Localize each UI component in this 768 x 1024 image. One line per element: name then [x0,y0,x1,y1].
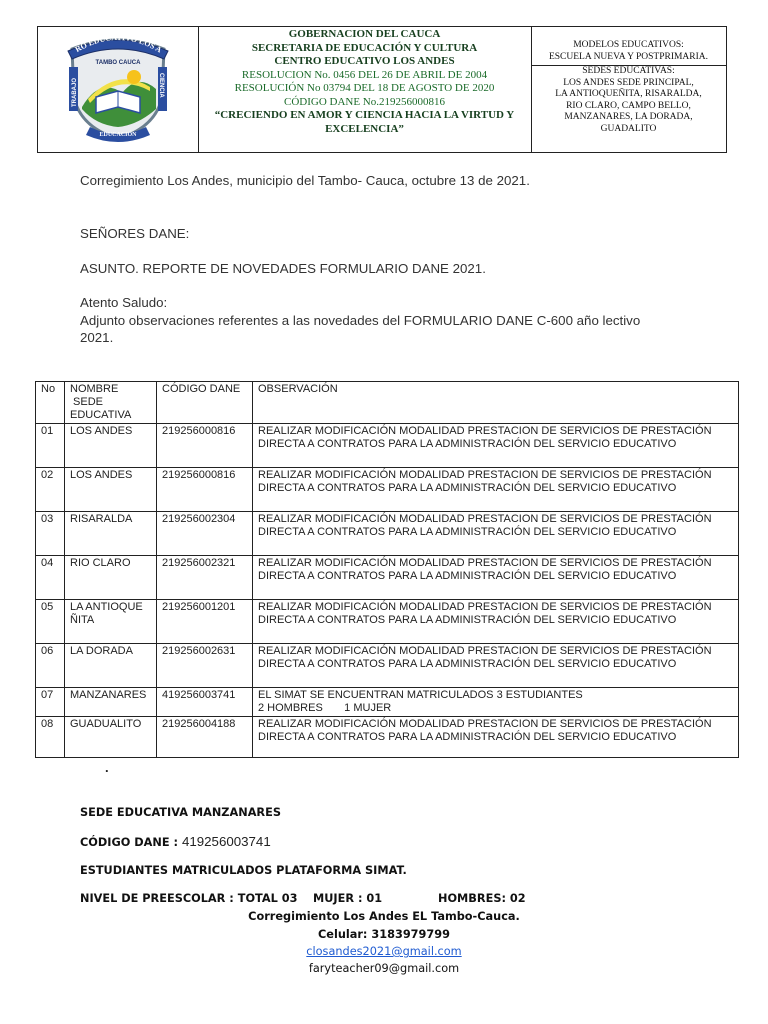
novedades-table [35,381,739,758]
row-obs [253,556,739,600]
row-obs-line-1: REALIZAR MODIFICACIÓN MODALIDAD PRESTACION DE SERVICIOS DE PRESTACIÓN [258,425,712,437]
row-obs [253,512,739,556]
body-line-2: 2021. [80,330,114,345]
institution-info [198,27,532,152]
row-code: 219256002321 [157,556,253,600]
row-obs [253,688,739,717]
table-row [36,600,739,644]
preschool-level: NIVEL DE PREESCOLAR : TOTAL 03 [80,892,298,905]
row-obs-line-1: REALIZAR MODIFICACIÓN MODALIDAD PRESTACION DE SERVICIOS DE PRESTACIÓN [258,718,712,730]
row-no: 08 [36,717,65,758]
email-link[interactable]: closandes2021@gmail.com [306,945,462,958]
row-obs [253,644,739,688]
row-name-line-1: LA ANTIOQUE [70,601,143,613]
row-obs [253,424,739,468]
row-obs-line-2: DIRECTA A CONTRATOS PARA LA ADMINISTRACIÓN DEL SERVICIO EDUCATIVO [258,482,677,494]
phone: Celular: 3183979799 [318,928,450,941]
header-line-3: CENTRO EDUCATIVO LOS ANDES [274,55,455,67]
table-row [36,717,739,758]
row-no: 07 [36,688,65,717]
row-name-line-1: LOS ANDES [70,425,133,437]
logo-arc-text: RO EDUCATIVO LOS A [73,32,164,55]
table-row [36,688,739,717]
header-no: No [36,382,65,424]
code-line [80,833,271,851]
header-name-line-1: NOMBRE [70,383,119,395]
body-line-1: Adjunto observaciones referentes a las novedades del FORMULARIO DANE C-600 año lectivo [80,313,641,328]
row-no: 04 [36,556,65,600]
row-obs-line-1: EL SIMAT SE ENCUENTRAN MATRICULADOS 3 ESTUDIANTES [258,689,583,701]
row-obs-line-1: REALIZAR MODIFICACIÓN MODALIDAD PRESTACION DE SERVICIOS DE PRESTACIÓN [258,557,712,569]
table-row [36,468,739,512]
table-row [36,512,739,556]
table-row [36,556,739,600]
header-line-2: SECRETARIA DE EDUCACIÓN Y CULTURA [251,41,478,54]
row-obs-line-1: REALIZAR MODIFICACIÓN MODALIDAD PRESTACION DE SERVICIOS DE PRESTACIÓN [258,513,712,525]
row-obs-line-2: DIRECTA A CONTRATOS PARA LA ADMINISTRACIÓN DEL SERVICIO EDUCATIVO [258,570,677,582]
code-label: CÓDIGO DANE : [80,836,182,849]
letterhead [37,26,727,153]
row-name [65,468,157,512]
row-name [65,556,157,600]
logo-left-text: TRABAJO [72,77,78,107]
header-line-8: EXCELENCIA” [325,122,404,135]
row-obs-line-2: DIRECTA A CONTRATOS PARA LA ADMINISTRACIÓN DEL SERVICIO EDUCATIVO [258,526,677,538]
sedes-line-4: RIO CLARO, CAMPO BELLO, [566,100,691,111]
header-name-line-3: EDUCATIVA [70,409,132,421]
logo-right-text: CIENCIA [158,73,164,98]
row-code: 219256002304 [157,512,253,556]
row-name-line-1: RISARALDA [70,513,133,525]
code-value: 419256003741 [181,834,271,849]
enrolled-label: ESTUDIANTES MATRICULADOS PLATAFORMA SIMAT. [80,864,407,877]
sede-label: SEDE EDUCATIVA MANZANARES [80,806,281,819]
header-line-7: “CRECIENDO EN AMOR Y CIENCIA HACIA LA VIRTUD Y [214,109,515,121]
row-name-line-1: LA DORADA [70,645,133,657]
place-date: Corregimiento Los Andes, municipio del Tambo- Cauca, octubre 13 de 2021. [80,173,530,188]
row-no: 03 [36,512,65,556]
models-title: MODELOS EDUCATIVOS: [573,40,684,50]
row-obs-line-1: REALIZAR MODIFICACIÓN MODALIDAD PRESTACION DE SERVICIOS DE PRESTACIÓN [258,601,712,613]
row-obs-line-2: DIRECTA A CONTRATOS PARA LA ADMINISTRACIÓN DEL SERVICIO EDUCATIVO [258,658,677,670]
sedes-line-3: LA ANTIOQUEÑITA, RISARALDA, [555,89,702,99]
email-line-1 [0,945,768,958]
models-and-sedes [531,27,726,152]
table-row [36,644,739,688]
subject: ASUNTO. REPORTE DE NOVEDADES FORMULARIO DANE 2021. [80,261,486,276]
row-name [65,717,157,758]
row-name-line-1: RIO CLARO [70,557,131,569]
table-row [36,424,739,468]
row-obs [253,468,739,512]
men-count: HOMBRES: 02 [438,892,526,905]
row-code: 219256000816 [157,424,253,468]
row-code: 219256000816 [157,468,253,512]
email-line-2: faryteacher09@gmail.com [308,962,460,975]
row-name [65,600,157,644]
header-obs: OBSERVACIÓN [253,382,739,424]
logo-cell [38,27,199,152]
row-no: 02 [36,468,65,512]
row-obs-line-2: DIRECTA A CONTRATOS PARA LA ADMINISTRACIÓN DEL SERVICIO EDUCATIVO [258,438,677,450]
sedes-line-1: SEDES EDUCATIVAS: [582,66,675,76]
row-name-line-1: MANZANARES [70,689,147,701]
sedes-line-6: GUADALITO [600,123,657,134]
row-obs-line-2: 2 HOMBRES 1 MUJER [258,702,392,714]
address: Corregimiento Los Andes EL Tambo-Cauca. [248,910,520,923]
women-count: MUJER : 01 [313,892,383,905]
row-obs [253,717,739,758]
header-line-5: RESOLUCIÓN No 03794 DEL 18 DE AGOSTO DE 2020 [234,82,495,94]
row-code: 219256001201 [157,600,253,644]
row-code: 219256004188 [157,717,253,758]
header-code: CÓDIGO DANE [157,382,253,424]
row-name-line-1: GUADUALITO [70,718,142,730]
row-name-line-1: LOS ANDES [70,469,133,481]
header-name [65,382,157,424]
models-value: ESCUELA NUEVA Y POSTPRIMARIA. [548,51,709,62]
sedes-line-2: LOS ANDES SEDE PRINCIPAL, [563,77,694,88]
table-header-row [36,382,739,424]
row-code: 419256003741 [157,688,253,717]
row-name [65,512,157,556]
header-line-4: RESOLUCION No. 0456 DEL 26 DE ABRIL DE 2004 [241,68,488,81]
row-obs-line-1: REALIZAR MODIFICACIÓN MODALIDAD PRESTACION DE SERVICIOS DE PRESTACIÓN [258,469,712,481]
row-name [65,688,157,717]
row-no: 05 [36,600,65,644]
sedes-box [531,66,726,135]
row-name [65,424,157,468]
row-obs-line-2: DIRECTA A CONTRATOS PARA LA ADMINISTRACIÓN DEL SERVICIO EDUCATIVO [258,731,677,743]
row-name-line-2: ÑITA [70,614,95,626]
stray-dot: . [105,760,109,775]
row-code: 219256002631 [157,644,253,688]
row-obs [253,600,739,644]
header-name-line-2: SEDE [70,396,104,408]
school-crest-logo [38,27,198,152]
logo-location-text: TAMBO CAUCA [95,60,141,66]
sedes-line-5: MANZANARES, LA DORADA, [564,112,693,122]
row-name [65,644,157,688]
row-obs-line-2: DIRECTA A CONTRATOS PARA LA ADMINISTRACIÓN DEL SERVICIO EDUCATIVO [258,614,677,626]
row-no: 01 [36,424,65,468]
recipient: SEÑORES DANE: [80,226,190,241]
row-no: 06 [36,644,65,688]
greeting: Atento Saludo: [80,295,168,310]
header-line-6: CÓDIGO DANE No.219256000816 [283,95,446,108]
row-obs-line-1: REALIZAR MODIFICACIÓN MODALIDAD PRESTACION DE SERVICIOS DE PRESTACIÓN [258,645,712,657]
logo-bottom-text: EDUCACIÓN [99,132,137,138]
header-line-1: GOBERNACION DEL CAUCA [288,28,441,40]
models-box [531,27,726,66]
